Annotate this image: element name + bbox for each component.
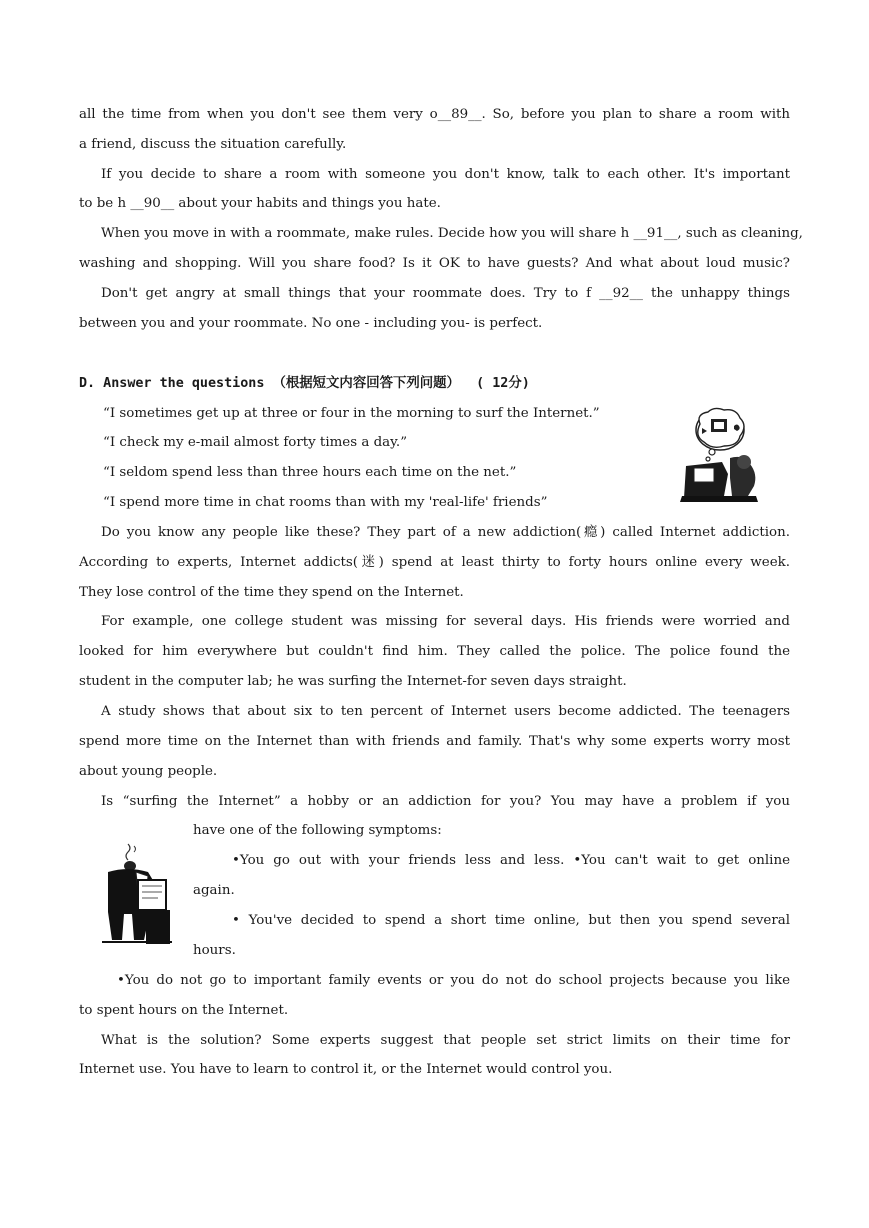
quote-line: “I spend more time in chat rooms than with my 'real-life' friends” <box>103 495 548 510</box>
text-line: washing and shopping. Will you share food? Is it OK to have guests? And what about loud music? <box>79 256 790 271</box>
text-line: spend more time on the Internet than with friends and family. That's why some experts worry most <box>79 734 790 749</box>
text-line: According to experts, Internet addicts(迷) spend at least thirty to forty hours online every week. <box>79 555 790 570</box>
text-line: have one of the following symptoms: <box>193 823 442 838</box>
text-line: Is “surfing the Internet” a hobby or an addiction for you? You may have a problem if you <box>101 794 790 809</box>
text-line: If you decide to share a room with someone you don't know, talk to each other. It's important <box>101 167 790 182</box>
text-line: When you move in with a roommate, make rules. Decide how you will share h __91__, such as cleaning, <box>101 226 803 241</box>
text-line: Do you know any people like these? They part of a new addiction(瘾) called Internet addiction. <box>101 525 790 540</box>
text-line: Don't get angry at small things that your roommate does. Try to f __92__ the unhappy things <box>101 286 790 301</box>
symptom-line: • You've decided to spend a short time online, but then you spend several <box>232 913 790 928</box>
text-line: They lose control of the time they spend on the Internet. <box>79 585 464 600</box>
tired-person-at-desk-illustration <box>98 842 174 946</box>
text-line: student in the computer lab; he was surfing the Internet-for seven days straight. <box>79 674 627 689</box>
text-line: looked for him everywhere but couldn't find him. They called the police. The police found the <box>79 644 790 659</box>
text-line: What is the solution? Some experts suggest that people set strict limits on their time for <box>101 1033 790 1048</box>
symptom-line: hours. <box>193 943 236 958</box>
symptom-line: again. <box>193 883 235 898</box>
text-line: Internet use. You have to learn to control it, or the Internet would control you. <box>79 1062 613 1077</box>
text-line: about young people. <box>79 764 218 779</box>
text-line: a friend, discuss the situation carefully. <box>79 137 347 152</box>
symptom-line: •You do not go to important family events or you do not do school projects because you like <box>117 973 790 988</box>
quote-line: “I seldom spend less than three hours each time on the net.” <box>103 465 517 480</box>
computer-user-illustration <box>678 404 762 504</box>
symptom-line: •You go out with your friends less and less. •You can't wait to get online <box>232 853 790 868</box>
symptom-line: to spent hours on the Internet. <box>79 1003 289 1018</box>
quote-line: “I sometimes get up at three or four in the morning to surf the Internet.” <box>103 406 600 421</box>
text-line: between you and your roommate. No one - including you- is perfect. <box>79 316 543 331</box>
quote-line: “I check my e-mail almost forty times a day.” <box>103 435 408 450</box>
text-line: For example, one college student was missing for several days. His friends were worried and <box>101 614 790 629</box>
text-line: all the time from when you don't see them very o__89__. So, before you plan to share a room with <box>79 107 790 122</box>
section-heading: D. Answer the questions （根据短文内容回答下列问题） ( 12分) <box>79 376 530 391</box>
text-line: to be h __90__ about your habits and things you hate. <box>79 196 441 211</box>
text-line: A study shows that about six to ten percent of Internet users become addicted. The teenagers <box>101 704 790 719</box>
